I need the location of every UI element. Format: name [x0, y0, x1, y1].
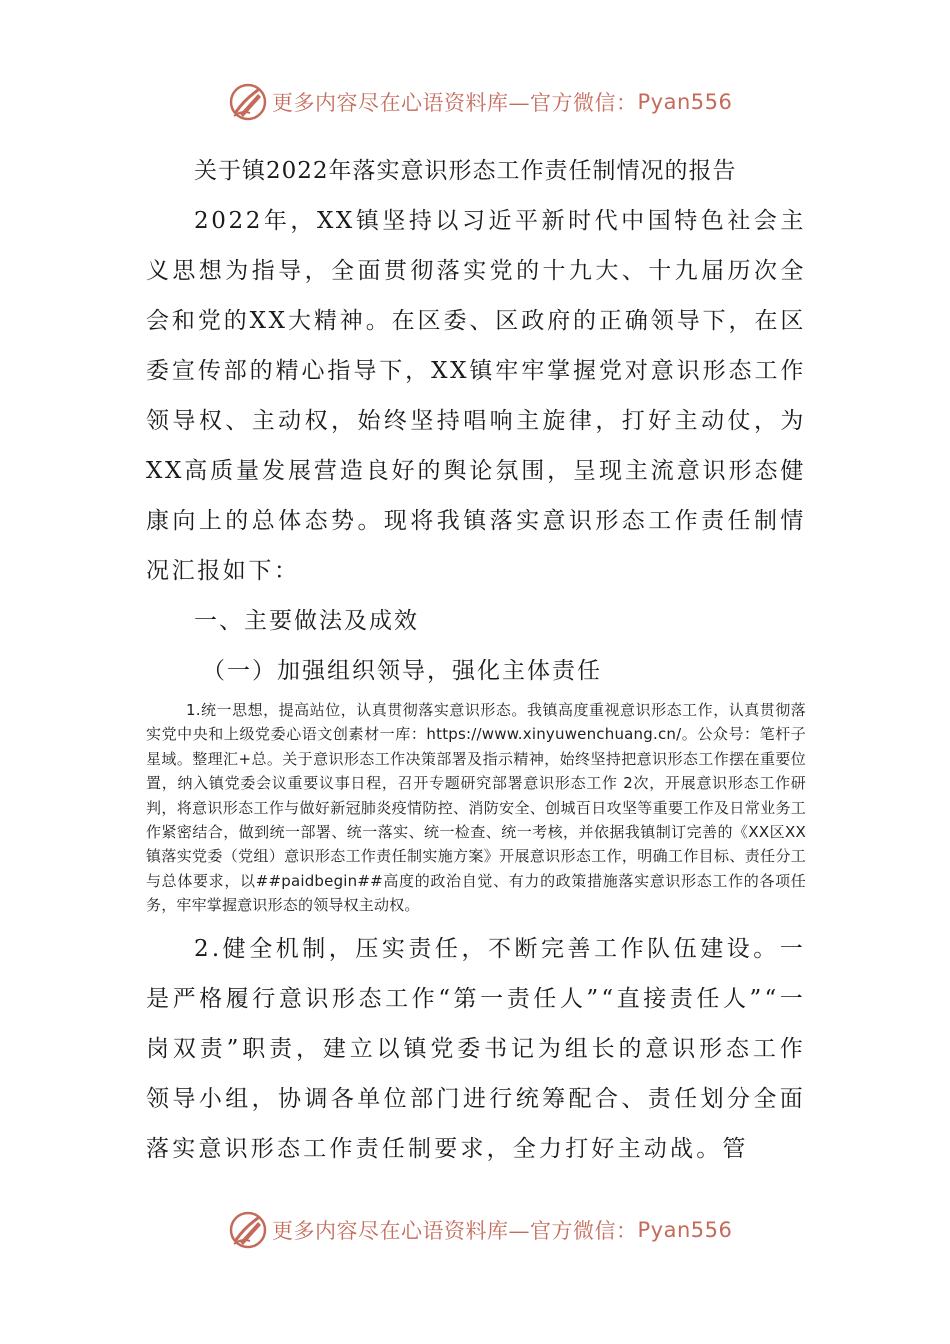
pen-logo-icon — [228, 82, 268, 122]
banner-text: 更多内容尽在心语资料库—官方微信： — [272, 1219, 638, 1243]
header-watermark-banner — [228, 80, 748, 124]
item-1-paragraph: 1.统一思想，提高站位，认真贯彻落实意识形态。我镇高度重视意识形态工作，认真贯彻落实党中央和上级党委心语文创素材一库：https://www.xinyuwenchuang.cn/。公众号：笔杆子星域。整理汇+总。关于意识形态工作决策部署及指示精神，始终坚持把意识形态工作摆在重要位置，纳入镇党委会议重要议事日程，召开专题研究部署意识形态工作 2次，开展意识形态工作研判，将意识形态工作与做好新冠肺炎疫情防控、消防安全、创城百日攻坚等重要工作及日常业务工作紧密结合，做到统一部署、统一落实、统一检查、统一考核，并依据我镇制订完善的《XX区XX镇落实党委（党组）意识形态工作责任制实施方案》开展意识形态工作，明确工作目标、责任分工与总体要求，以##paidbegin##高度的政治自觉、有力的政策措施落实意识形态工作的各项任务，牢牢掌握意识形态的领导权主动权。 — [146, 701, 806, 915]
intro-paragraph: 2022年，XX镇坚持以习近平新时代中国特色社会主义思想为指导，全面贯彻落实党的十九大、十九届历次全会和党的XX大精神。在区委、区政府的正确领导下，在区委宣传部的精心指导下，XX镇牢牢掌握党对意识形态工作领导权、主动权，始终坚持唱响主旋律，打好主动仗，为XX高质量发展营造良好的舆论氛围，呈现主流意识形态健康向上的总体态势。现将我镇落实意识形态工作责任制情况汇报如下： — [146, 208, 806, 584]
banner-wechat-id: Pyan556 — [637, 1218, 733, 1242]
pen-logo-icon — [228, 1210, 268, 1250]
banner-text: 更多内容尽在心语资料库—官方微信： — [272, 91, 638, 115]
section-heading: 一、主要做法及成效 — [194, 608, 419, 634]
footer-watermark-banner — [228, 1208, 748, 1252]
banner-wechat-id: Pyan556 — [637, 90, 733, 114]
item-2-paragraph: 2.健全机制，压实责任，不断完善工作队伍建设。一是严格履行意识形态工作“第一责任人”“直接责任人”“一岗双责”职责，建立以镇党委书记为组长的意识形态工作领导小组，协调各单位部门进行统筹配合、责任划分全面落实意识形态工作责任制要求，全力打好主动战。管 — [146, 935, 806, 1162]
document-body — [146, 146, 806, 1174]
subsection-heading: （一）加强组织领导，强化主体责任 — [202, 658, 602, 684]
document-title: 关于镇2022年落实意识形态工作责任制情况的报告 — [194, 158, 737, 184]
